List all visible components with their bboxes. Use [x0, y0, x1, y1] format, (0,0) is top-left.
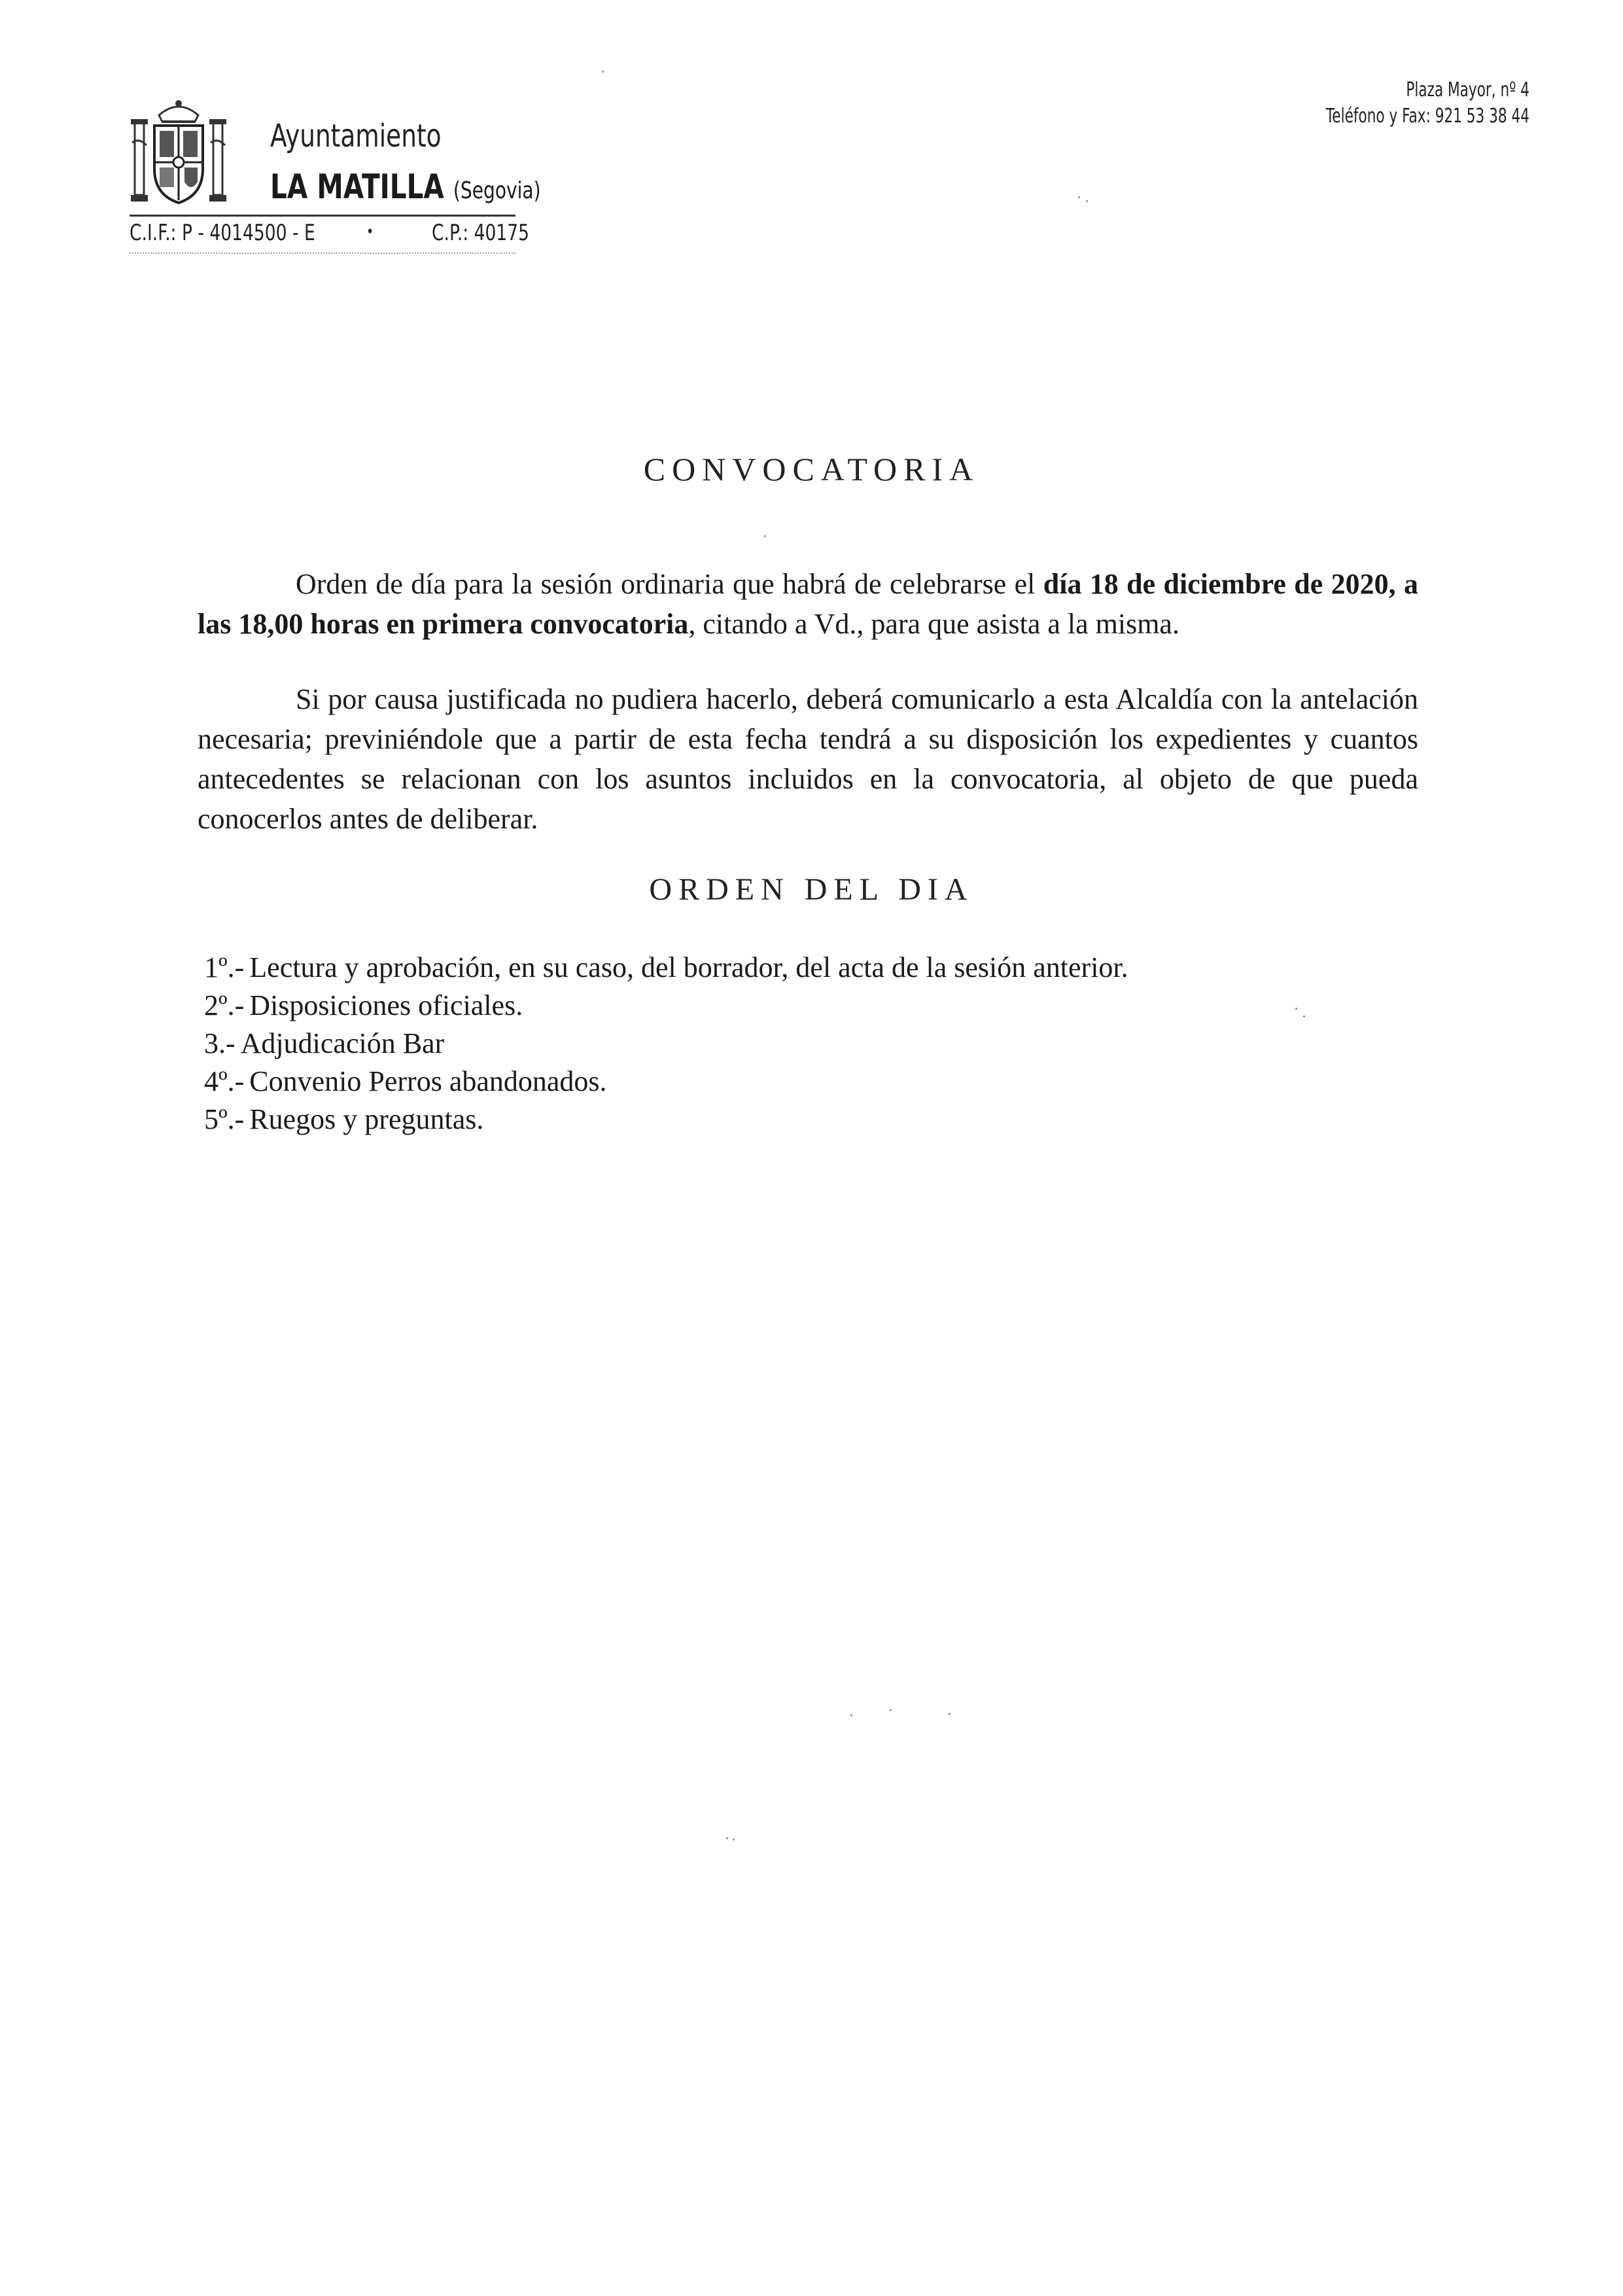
scan-speck	[1078, 196, 1080, 198]
scan-speck	[1086, 200, 1088, 202]
agenda-item	[204, 1063, 1128, 1101]
agenda-item	[204, 949, 1128, 987]
address: Plaza Mayor, nº 4	[1406, 79, 1529, 101]
agenda-item-number: 3.-	[204, 1027, 236, 1059]
scan-speck	[602, 71, 604, 73]
agenda-item	[204, 1101, 1128, 1139]
agenda-item-text: Disposiciones oficiales.	[249, 989, 523, 1021]
org-name: Ayuntamiento	[270, 118, 442, 154]
separator-dot: •	[366, 222, 374, 241]
scan-speck	[733, 1839, 735, 1841]
scan-speck	[764, 535, 766, 537]
scan-speck	[890, 1709, 892, 1711]
scan-speck	[726, 1837, 728, 1839]
org-town-name: LA MATILLA	[270, 168, 444, 207]
agenda-item-text: Lectura y aprobación, en su caso, del borrador, del acta de la sesión anterior.	[249, 951, 1128, 983]
agenda-title: ORDEN DEL DIA	[649, 872, 974, 907]
agenda-item-text: Adjudicación Bar	[240, 1027, 445, 1059]
phone-fax: Teléfono y Fax: 921 53 38 44	[1325, 105, 1529, 128]
paragraph-notice: Si por causa justificada no pudiera hacerlo, deberá comunicarlo a esta Alcaldía con la antelación necesaria; previniéndole que a partir de esta fecha tendrá a su disposición los expedientes y cuantos antecedentes se relacionan con los asuntos incluidos en la convocatoria, al objeto de que pueda conocerlos antes de deliberar.	[198, 683, 1418, 835]
scan-speck	[949, 1713, 951, 1715]
letterhead	[130, 92, 541, 255]
contact-info	[1137, 77, 1529, 130]
page-title: CONVOCATORIA	[643, 451, 980, 487]
cif-number: C.I.F.: P - 4014500 - E	[130, 220, 315, 246]
org-province: (Segovia)	[453, 177, 541, 204]
intro-text-end: , citando a Vd., para que asista a la misma.	[688, 608, 1179, 640]
agenda-item-text: Convenio Perros abandonados.	[249, 1065, 607, 1097]
postal-code: C.P.: 40175	[432, 220, 529, 246]
agenda-item	[204, 1025, 1128, 1063]
agenda-item-number: 2º.-	[204, 989, 245, 1021]
agenda-item-text: Ruegos y preguntas.	[249, 1103, 484, 1135]
agenda-item-number: 4º.-	[204, 1065, 245, 1097]
agenda-item-number: 5º.-	[204, 1103, 245, 1135]
session-date: día 18 de diciembre de 2020, a las 18,00 horas en primera convocatoria	[198, 568, 1419, 640]
intro-text: Orden de día para la sesión ordinaria que habrá de celebrarse el	[296, 568, 1043, 600]
agenda-item	[204, 987, 1128, 1025]
letterhead-rule	[130, 215, 515, 217]
letterhead-ids	[130, 220, 529, 253]
paragraph-intro	[198, 564, 1418, 644]
letterhead-dotted-rule	[130, 253, 515, 254]
scan-speck	[850, 1714, 852, 1716]
org-town	[270, 168, 541, 207]
scan-speck	[1295, 1008, 1297, 1010]
agenda-item-number: 1º.-	[204, 951, 245, 983]
coat-of-arms-icon	[130, 97, 228, 209]
agenda-list	[204, 949, 1128, 1139]
scan-speck	[1303, 1016, 1305, 1017]
